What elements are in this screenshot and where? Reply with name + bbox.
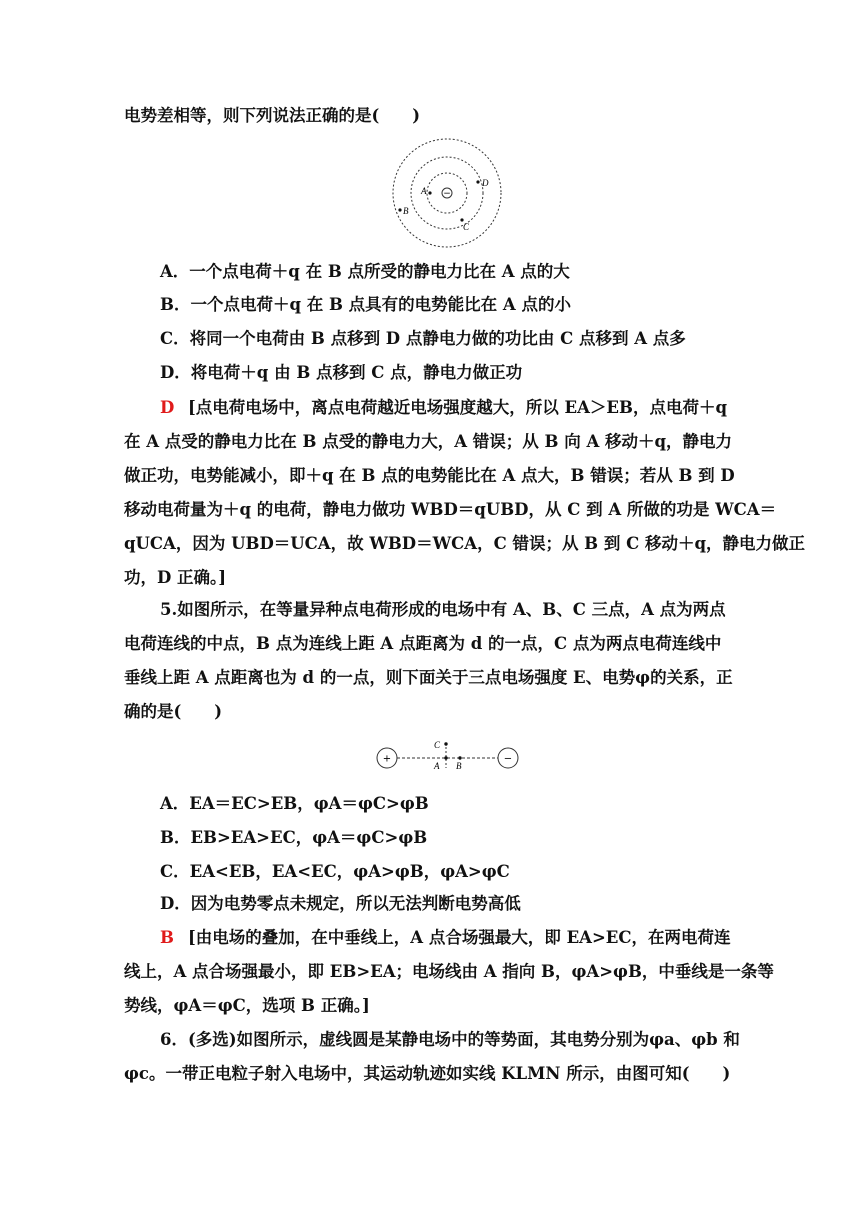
q4-explanation-line-6: 功，D 正确。] xyxy=(124,568,227,587)
q4-option-b: B．一个点电荷＋q 在 B 点具有的电势能比在 A 点的小 xyxy=(160,295,571,314)
fig-label-d: D xyxy=(482,178,489,188)
q4-stem-tail: 电势差相等，则下列说法正确的是( ) xyxy=(124,106,421,125)
q4-explanation-line-1: [点电荷电场中，离点电荷越近电场强度越大，所以 EA＞EB，点电荷＋q xyxy=(188,398,727,417)
q5-option-b: B．EB>EA>EC，φA＝φC>φB xyxy=(160,828,428,847)
fig-label-b: B xyxy=(403,206,409,216)
fig-label-a: A xyxy=(421,186,427,196)
fig-label-c: C xyxy=(463,222,470,232)
q5-option-a: A．EA＝EC>EB，φA＝φC>φB xyxy=(160,794,429,813)
q5-stem-line-3: 垂线上距 A 点距离也为 d 的一点，则下面关于三点电场强度 E、电势φ的关系，正 xyxy=(124,668,733,687)
q5-explanation-line-1: [由电场的叠加，在中垂线上，A 点合场强最大，即 EA>EC，在两电荷连 xyxy=(188,928,731,947)
concentric-equipotential-figure xyxy=(390,138,508,250)
q4-explanation-line-3: 做正功，电势能减小，即＋q 在 B 点的电势能比在 A 点大，B 错误；若从 B 到 D xyxy=(124,466,735,485)
q4-explanation-line-2: 在 A 点受的静电力比在 B 点受的静电力大，A 错误；从 B 向 A 移动＋q，静电力 xyxy=(124,432,733,451)
q5-stem-line-1: 5.如图所示，在等量异种点电荷形成的电场中有 A、B、C 三点，A 点为两点 xyxy=(160,600,726,619)
q5-explanation-line-2: 线上，A 点合场强最小，即 EB>EA；电场线由 A 指向 B，φA>φB，中垂线是一条等 xyxy=(124,962,774,981)
q4-explanation-line-5: qUCA，因为 UBD＝UCA，故 WBD＝WCA，C 错误；从 B 到 C 移动＋q，静电力做正 xyxy=(124,534,806,553)
dipole-label-b: B xyxy=(456,761,462,771)
dipole-label-c: C xyxy=(434,740,441,750)
center-charge-symbol: − xyxy=(443,189,451,199)
q4-option-a: A．一个点电荷＋q 在 B 点所受的静电力比在 A 点的大 xyxy=(160,262,570,281)
q5-stem-line-4: 确的是( ) xyxy=(124,702,223,721)
positive-charge-symbol: + xyxy=(382,753,392,765)
dipole-figure xyxy=(374,734,522,776)
dipole-label-a: A xyxy=(434,761,440,771)
q5-stem-line-2: 电荷连线的中点，B 点为连线上距 A 点距离为 d 的一点，C 点为两点电荷连线中 xyxy=(124,634,722,653)
q4-option-c: C．将同一个电荷由 B 点移到 D 点静电力做的功比由 C 点移到 A 点多 xyxy=(160,329,686,348)
q4-explanation-line-4: 移动电荷量为＋q 的电荷，静电力做功 WBD＝qUBD，从 C 到 A 所做的功是 WCA＝ xyxy=(124,500,777,519)
q5-option-c: C．EA<EB，EA<EC，φA>φB，φA>φC xyxy=(160,862,510,881)
q4-option-d: D．将电荷＋q 由 B 点移到 C 点，静电力做正功 xyxy=(160,363,523,382)
q6-stem-line-2: φc。一带正电粒子射入电场中，其运动轨迹如实线 KLMN 所示，由图可知( ) xyxy=(124,1064,731,1083)
q5-answer: B xyxy=(160,928,174,947)
negative-charge-symbol: − xyxy=(503,753,513,765)
q5-explanation-line-3: 势线，φA＝φC，选项 B 正确。] xyxy=(124,996,370,1015)
q4-answer: D xyxy=(160,398,175,417)
q6-stem-line-1: 6．(多选)如图所示，虚线圆是某静电场中的等势面，其电势分别为φa、φb 和 xyxy=(160,1030,740,1049)
q5-option-d: D．因为电势零点未规定，所以无法判断电势高低 xyxy=(160,894,521,913)
